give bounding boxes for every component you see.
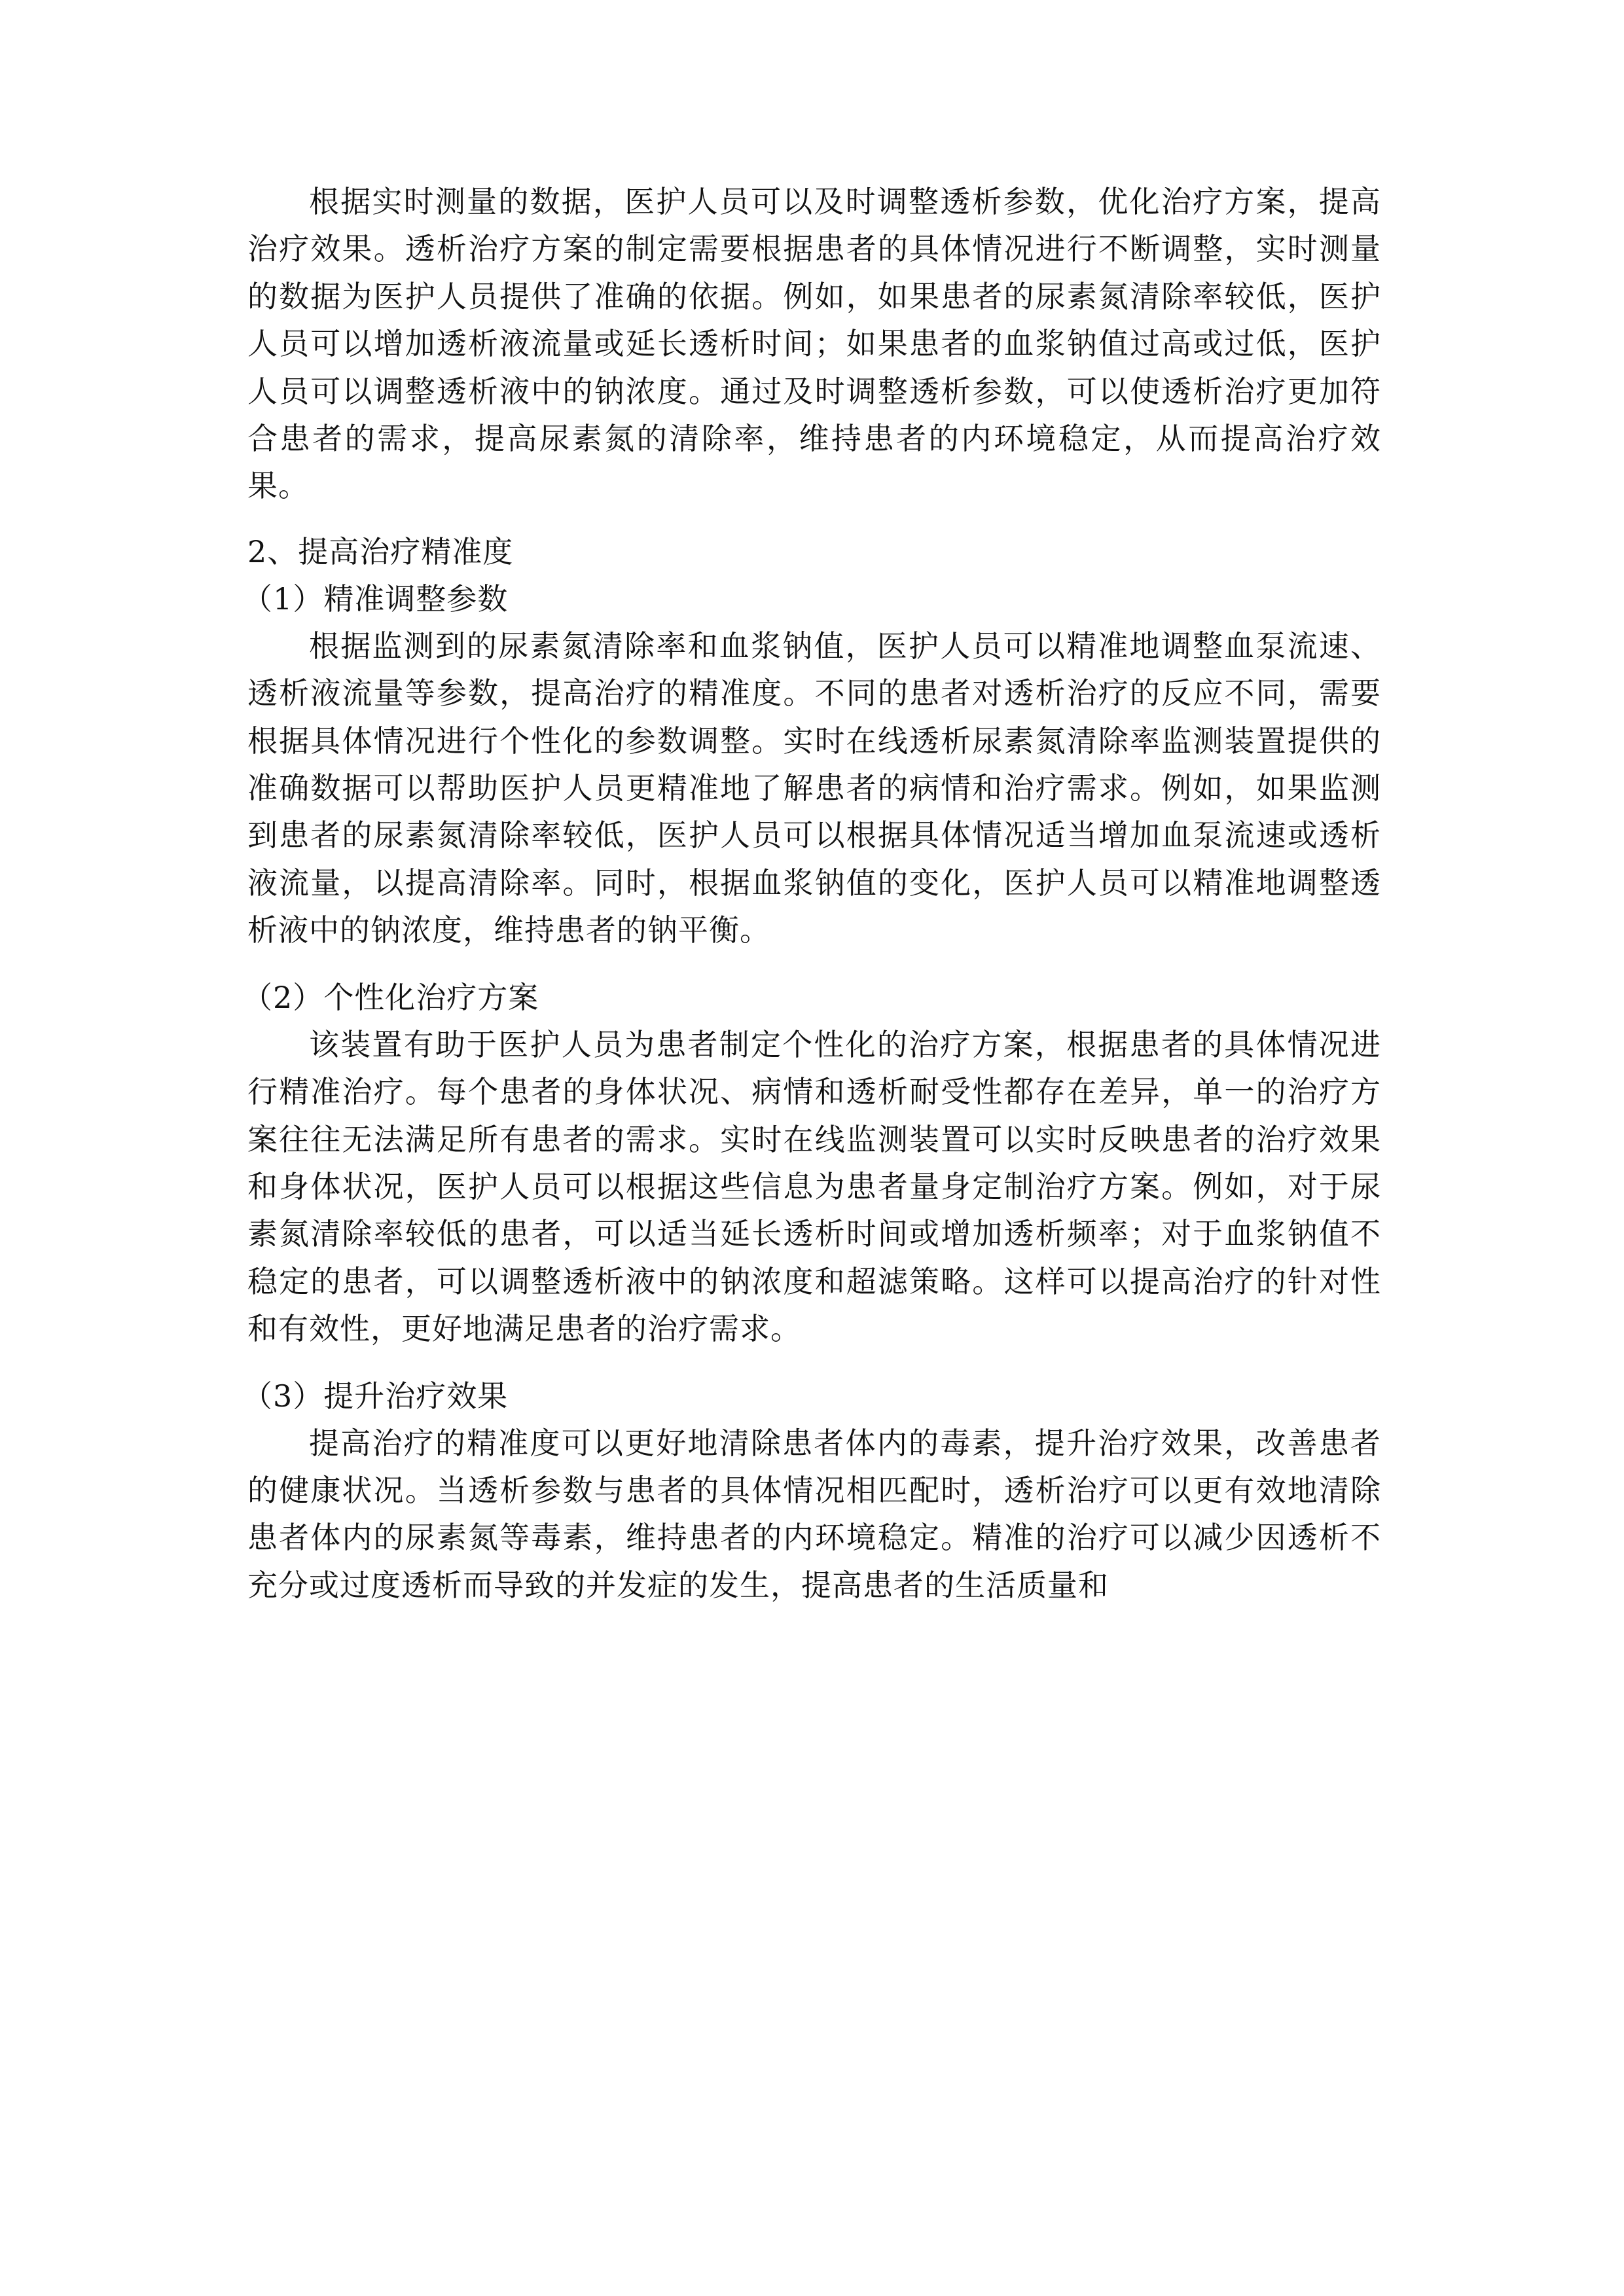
paragraph-personalized-plan: 该装置有助于医护人员为患者制定个性化的治疗方案，根据患者的具体情况进行精准治疗。每个患者的身体状况、病情和透析耐受性都存在差异，单一的治疗方案往往无法满足所有患者的需求。实时在线监测装置可以实时反映患者的治疗效果和身体状况，医护人员可以根据这些信息为患者量身定制治疗方案。例如，对于尿素氮清除率较低的患者，可以适当延长透析时间或增加透析频率；对于血浆钠值不稳定的患者，可以调整透析液中的钠浓度和超滤策略。这样可以提高治疗的针对性和有效性，更好地满足患者的治疗需求。 (247, 1026, 1381, 1347)
subheading-personalized-plan: （2）个性化治疗方案 (242, 979, 539, 1015)
subheading-improve-effect: （3）提升治疗效果 (242, 1378, 509, 1414)
section-heading-precision: 2、提高治疗精准度 (247, 533, 514, 569)
subheading-precise-adjustment: （1）精准调整参数 (242, 581, 509, 617)
paragraph-adjust-parameters: 根据实时测量的数据，医护人员可以及时调整透析参数，优化治疗方案，提高治疗效果。透析治疗方案的制定需要根据患者的具体情况进行不断调整，实时测量的数据为医护人员提供了准确的依据。例如，如果患者的尿素氮清除率较低，医护人员可以增加透析液流量或延长透析时间；如果患者的血浆钠值过高或过低，医护人员可以调整透析液中的钠浓度。通过及时调整透析参数，可以使透析治疗更加符合患者的需求，提高尿素氮的清除率，维持患者的内环境稳定，从而提高治疗效果。 (247, 184, 1381, 504)
paragraph-precise-adjustment: 根据监测到的尿素氮清除率和血浆钠值，医护人员可以精准地调整血泵流速、透析液流量等参数，提高治疗的精准度。不同的患者对透析治疗的反应不同，需要根据具体情况进行个性化的参数调整。实时在线透析尿素氮清除率监测装置提供的准确数据可以帮助医护人员更精准地了解患者的病情和治疗需求。例如，如果监测到患者的尿素氮清除率较低，医护人员可以根据具体情况适当增加血泵流速或透析液流量，以提高清除率。同时，根据血浆钠值的变化，医护人员可以精准地调整透析液中的钠浓度，维持患者的钠平衡。 (247, 628, 1381, 948)
document-body (242, 178, 1381, 1609)
paragraph-improve-effect: 提高治疗的精准度可以更好地清除患者体内的毒素，提升治疗效果，改善患者的健康状况。当透析参数与患者的具体情况相匹配时，透析治疗可以更有效地清除患者体内的尿素氮等毒素，维持患者的内环境稳定。精准的治疗可以减少因透析不充分或过度透析而导致的并发症的发生，提高患者的生活质量和 (247, 1425, 1381, 1603)
